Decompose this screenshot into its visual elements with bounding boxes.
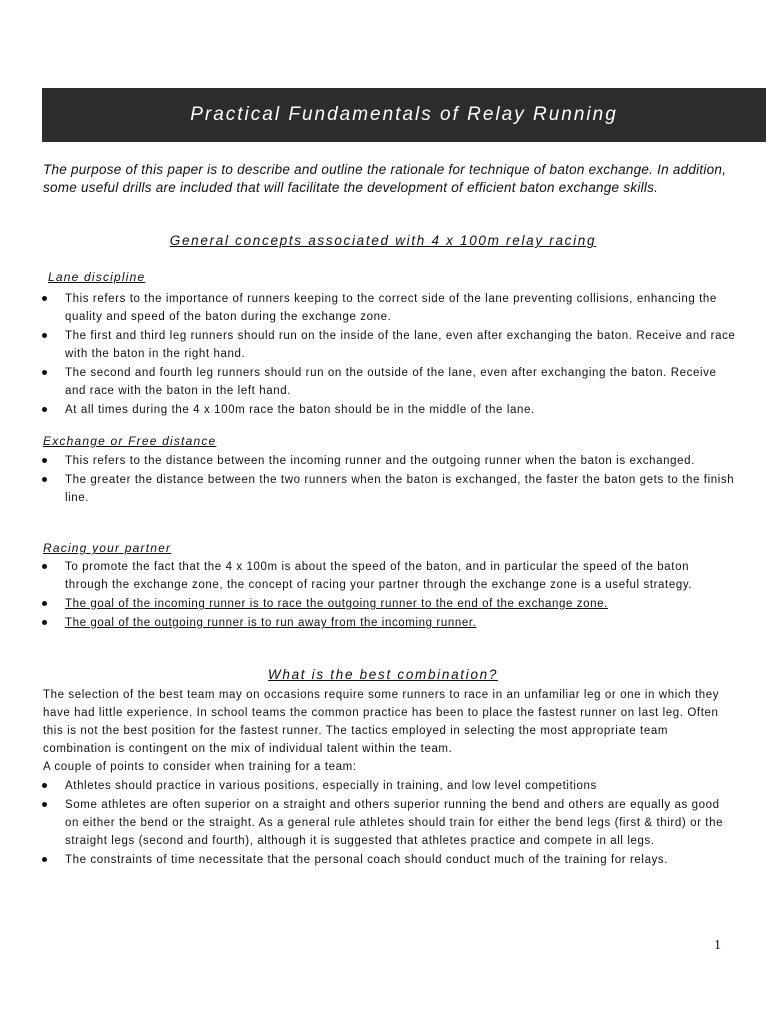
- subheading-racing-partner: Racing your partner: [43, 541, 172, 555]
- exchange-distance-list: [40, 452, 736, 508]
- list-item: The second and fourth leg runners should run on the outside of the lane, even after exchanging the baton. Receive and race with the baton in the left hand.: [40, 364, 736, 400]
- list-item: This refers to the distance between the incoming runner and the outgoing runner when the baton is exchanged.: [40, 452, 736, 470]
- document-title: Practical Fundamentals of Relay Running: [190, 104, 618, 125]
- racing-partner-list: [40, 558, 736, 633]
- bullet-icon: [42, 477, 47, 482]
- bullet-icon: [42, 407, 47, 412]
- list-item: To promote the fact that the 4 x 100m is about the speed of the baton, and in particular the speed of the baton through the exchange zone, the concept of racing your partner through the exchange zone is a useful strategy.: [40, 558, 736, 594]
- combination-paragraph: The selection of the best team may on occasions require some runners to race in an unfamiliar leg or one in which they have had little experience. In school teams the common practice has been to place the fastest runner on last leg. Often this is not the best position for the fastest runner. The tactics employed in selecting the most appropriate team combination is contingent on the mix of individual talent within the team.: [43, 689, 720, 755]
- bullet-icon: [42, 458, 47, 463]
- training-points-lead: A couple of points to consider when training for a team:: [43, 761, 357, 773]
- list-item: The goal of the incoming runner is to race the outgoing runner to the end of the exchange zone.: [40, 595, 736, 613]
- training-points-list: [40, 777, 736, 870]
- bullet-icon: [42, 802, 47, 807]
- list-item: The goal of the outgoing runner is to run away from the incoming runner.: [40, 614, 736, 632]
- bullet-icon: [42, 857, 47, 862]
- bullet-icon: [42, 783, 47, 788]
- page-number: 1: [714, 938, 721, 953]
- title-banner: [42, 88, 766, 142]
- bullet-icon: [42, 564, 47, 569]
- bullet-icon: [42, 296, 47, 301]
- list-item: Some athletes are often superior on a straight and others superior running the bend and others are equally as good on either the bend or the straight. As a general rule athletes should train for either the bend legs (first & third) or the straight legs (second and fourth), although it is suggested that athletes practice and compete in all legs.: [40, 796, 736, 850]
- intro-paragraph: The purpose of this paper is to describe and outline the rationale for technique of baton exchange. In addition, some useful drills are included that will facilitate the development of efficient baton exchange skills.: [43, 162, 727, 195]
- bullet-icon: [42, 370, 47, 375]
- section-heading-general-concepts: General concepts associated with 4 x 100m relay racing: [169, 233, 597, 248]
- list-item: Athletes should practice in various positions, especially in training, and low level competitions: [40, 777, 736, 795]
- subheading-lane-discipline: Lane discipline: [48, 270, 146, 284]
- list-item: The first and third leg runners should run on the inside of the lane, even after exchanging the baton. Receive and race with the baton in the right hand.: [40, 327, 736, 363]
- section-heading-best-combination: What is the best combination?: [267, 667, 499, 682]
- list-item: This refers to the importance of runners keeping to the correct side of the lane preventing collisions, enhancing the quality and speed of the baton during the exchange zone.: [40, 290, 736, 326]
- lane-discipline-list: [40, 290, 736, 420]
- list-item: At all times during the 4 x 100m race the baton should be in the middle of the lane.: [40, 401, 736, 419]
- list-item: The greater the distance between the two runners when the baton is exchanged, the faster the baton gets to the finish line.: [40, 471, 736, 507]
- subheading-exchange-distance: Exchange or Free distance: [43, 434, 217, 448]
- list-item: The constraints of time necessitate that the personal coach should conduct much of the training for relays.: [40, 851, 736, 869]
- bullet-icon: [42, 601, 47, 606]
- bullet-icon: [42, 333, 47, 338]
- bullet-icon: [42, 620, 47, 625]
